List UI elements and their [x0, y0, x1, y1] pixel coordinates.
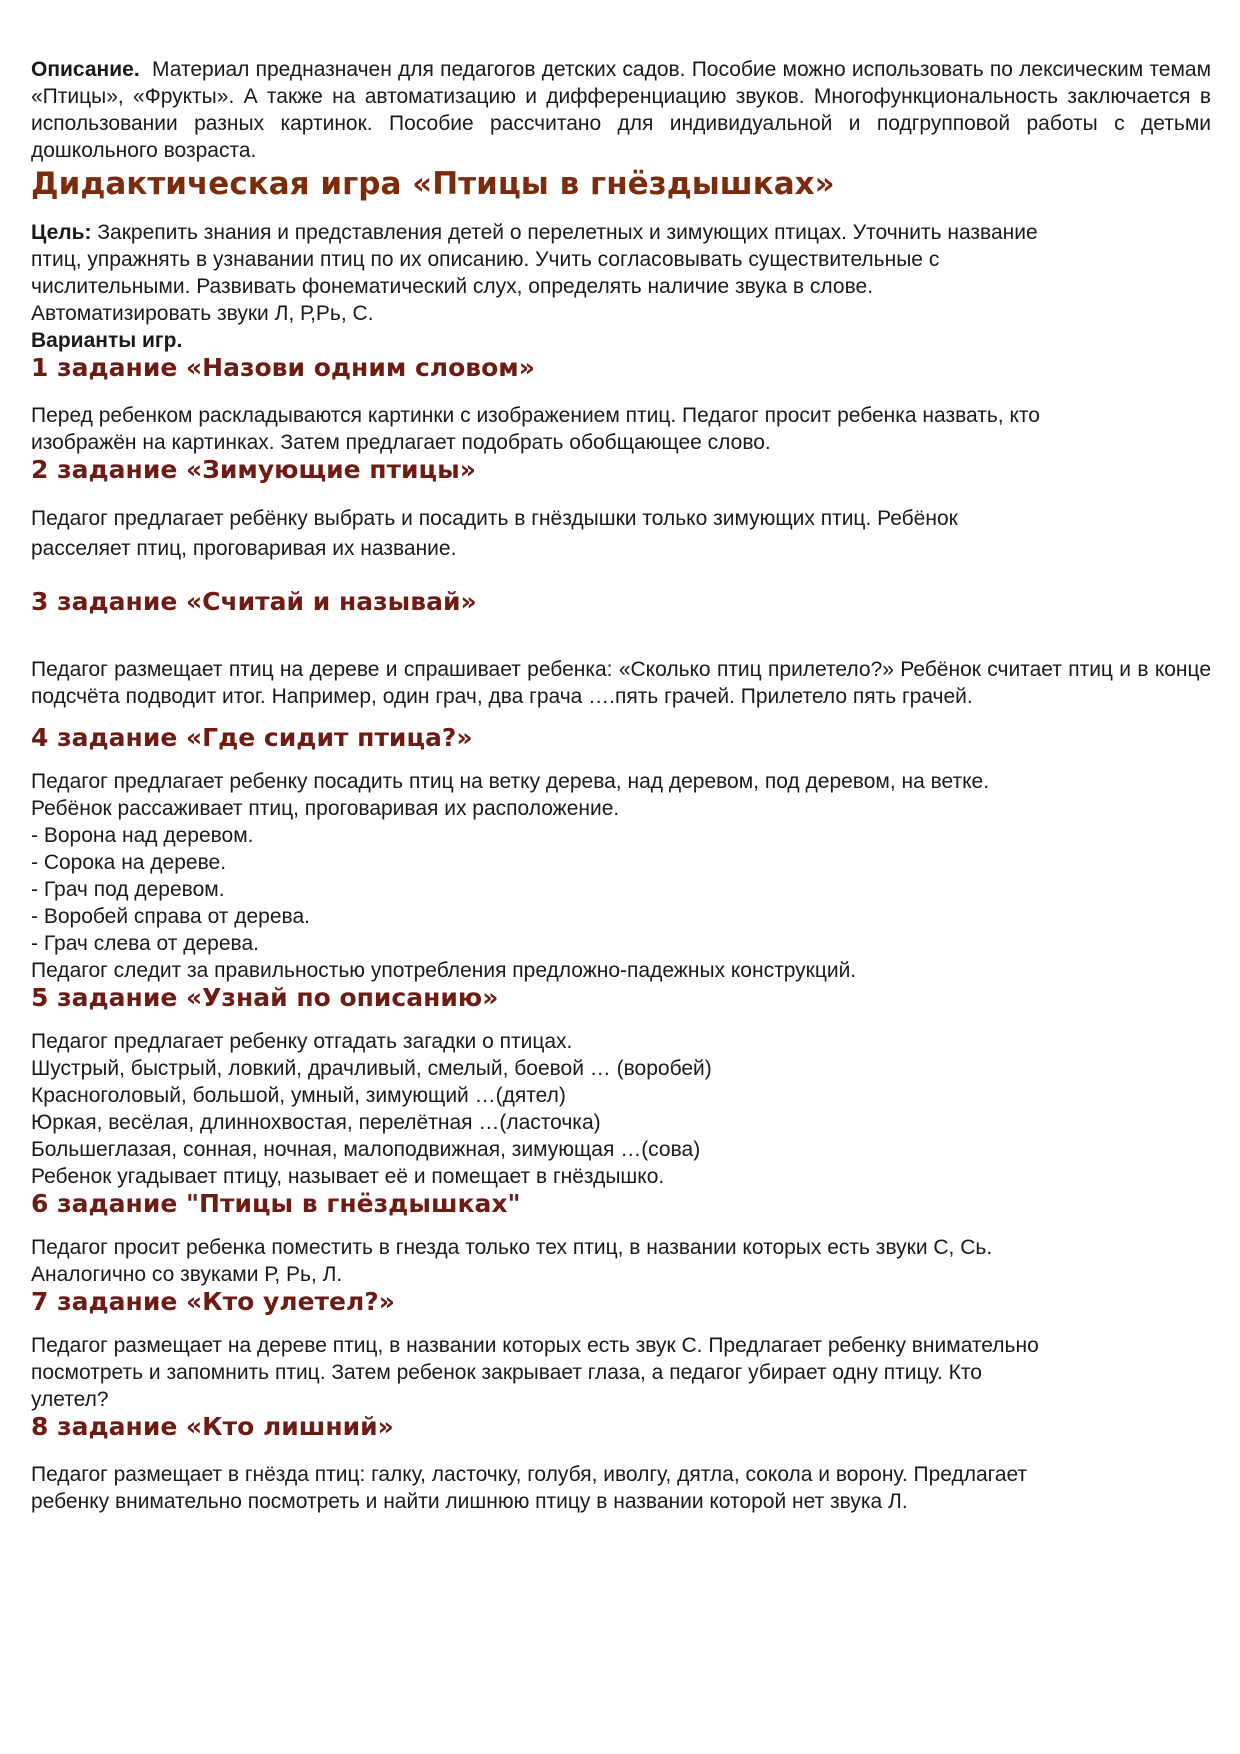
goal-label: Цель: — [31, 221, 92, 244]
task-2-heading: 2 задание «Зимующие птицы» — [31, 455, 476, 484]
intro-text: Материал предназначен для педагогов детских садов. Пособие можно использовать по лексическим темам «Птицы», «Фрукты». А также на автоматизацию и дифференциацию звуков. Многофункциональность заключается в использовании разных картинок. Пособие рассчитано для индивидуальной и подгрупповой работы с детьми дошкольного возраста. — [31, 58, 1212, 162]
goal-line: Цель: Закрепить знания и представления детей о перелетных и зимующих птицах. Уточнить название — [31, 221, 1038, 244]
task-4-heading: 4 задание «Где сидит птица?» — [31, 723, 473, 752]
variants-label: Варианты игр. — [31, 329, 183, 352]
riddle: Шустрый, быстрый, ловкий, драчливый, смелый, боевой … (воробей) — [31, 1057, 712, 1080]
task-1-heading: 1 задание «Назови одним словом» — [31, 353, 535, 382]
task-5-heading: 5 задание «Узнай по описанию» — [31, 983, 499, 1012]
task-8-body: Педагог размещает в гнёзда птиц: галку, ласточку, голубя, иволгу, дятла, сокола и ворону. Предлагает ребенку внимательно посмотреть и найти лишнюю птицу в названии которой нет звука Л. — [31, 1463, 1028, 1513]
list-item: - Грач под деревом. — [31, 878, 225, 901]
task-2-body: Педагог предлагает ребёнку выбрать и посадить в гнёздышки только зимующих птиц. Ребёнок расселяет птиц, проговаривая их название. — [31, 507, 958, 560]
list-item: - Ворона над деревом. — [31, 824, 254, 847]
goal-line: числительными. Развивать фонематический слух, определять наличие звука в слове. — [31, 275, 874, 298]
intro-paragraph — [31, 56, 1211, 164]
intro-label: Описание. — [31, 58, 140, 81]
riddle: Юркая, весёлая, длиннохвостая, перелётная …(ласточка) — [31, 1111, 601, 1134]
goal-block — [31, 219, 1211, 354]
task-8-heading: 8 задание «Кто лишний» — [31, 1412, 394, 1441]
task-3-body: Педагог размещает птиц на дереве и спрашивает ребенка: «Сколько птиц прилетело?» Ребёнок считает птиц и в конце подсчёта подводит итог. Например, один грач, два грача ….пять грачей. Прилетело пять грачей. — [31, 658, 1211, 708]
task-3-heading: 3 задание «Считай и называй» — [31, 587, 477, 616]
task-7-body: Педагог размещает на дереве птиц, в названии которых есть звук С. Предлагает ребенку внимательно посмотреть и запомнить птиц. Затем ребенок закрывает глаза, а педагог убирает одну птицу. Кто улетел? — [31, 1334, 1039, 1411]
task-5-body: Педагог предлагает ребенку отгадать загадки о птицах. Шустрый, быстрый, ловкий, драчливый, смелый, боевой … (воробей) Красноголовый, большой, умный, зимующий …(дятел) Юркая, весёлая, длиннохвостая, перелётная …(ласточка) Большеглазая, сонная, ночная, малоподвижная, зимующая …(сова) Ребенок угадывает птицу, называет её и помещает в гнёздышко. — [31, 1028, 1211, 1190]
task-1-body: Перед ребенком раскладываются картинки с изображением птиц. Педагог просит ребенка назвать, кто изображён на картинках. Затем предлагает подобрать обобщающее слово. — [31, 404, 1040, 454]
document-title: Дидактическая игра «Птицы в гнёздышках» — [31, 166, 835, 202]
list-item: - Сорока на дереве. — [31, 851, 227, 874]
riddle: Большеглазая, сонная, ночная, малоподвижная, зимующая …(сова) — [31, 1138, 701, 1161]
goal-line: птиц, упражнять в узнавании птиц по их описанию. Учить согласовывать существительные с — [31, 248, 940, 271]
list-item: - Воробей справа от дерева. — [31, 905, 310, 928]
list-item: - Грач слева от дерева. — [31, 932, 259, 955]
task-6-heading: 6 задание "Птицы в гнёздышках" — [31, 1189, 521, 1218]
document-page — [31, 56, 1211, 1515]
task-6-body: Педагог просит ребенка поместить в гнезда только тех птиц, в названии которых есть звуки С, Сь. Аналогично со звуками Р, Рь, Л. — [31, 1236, 993, 1286]
goal-line: Автоматизировать звуки Л, Р,Рь, С. — [31, 302, 374, 325]
task-4-body: Педагог предлагает ребенку посадить птиц на ветку дерева, над деревом, под деревом, на ветке. Ребёнок рассаживает птиц, проговаривая их расположение. - Ворона над деревом. - Сорока на дереве. - Грач под деревом. - Воробей справа от дерева. - Грач слева от дерева. Педагог следит за правильностью употребления предложно-падежных конструкций. — [31, 768, 1211, 984]
riddle: Красноголовый, большой, умный, зимующий …(дятел) — [31, 1084, 566, 1107]
task-7-heading: 7 задание «Кто улетел?» — [31, 1287, 395, 1316]
